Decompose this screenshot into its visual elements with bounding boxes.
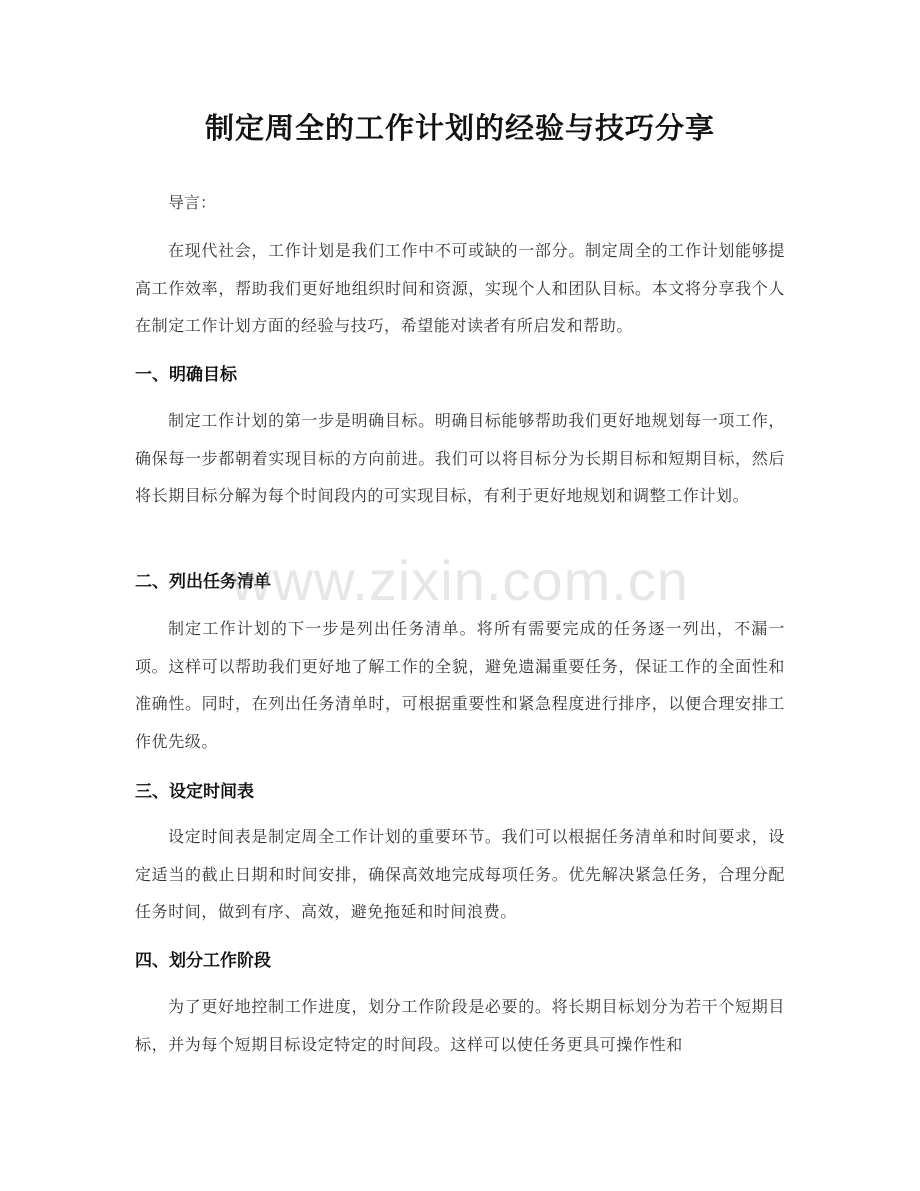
watermark: www.zixin.com.cn <box>231 549 689 612</box>
section-heading-phases: 四、划分工作阶段 <box>135 951 271 971</box>
intro-label: 导言： <box>168 193 217 212</box>
section-heading-schedule: 三、设定时间表 <box>135 782 254 802</box>
section-paragraph-phases: 为了更好地控制工作进度，划分工作阶段是必要的。将长期目标划分为若干个短期目标，并为每个短期目标设定特定的时间段。这样可以使任务更具可操作性和 <box>135 997 785 1054</box>
section-heading-task-list: 二、列出任务清单 <box>135 572 271 592</box>
section-paragraph-goals: 制定工作计划的第一步是明确目标。明确目标能够帮助我们更好地规划每一项工作，确保每一步都朝着实现目标的方向前进。我们可以将目标分为长期目标和短期目标，然后将长期目标分解为每个时间段内的可实现目标，有利于更好地规划和调整工作计划。 <box>135 411 785 505</box>
section-paragraph-schedule: 设定时间表是制定周全工作计划的重要环节。我们可以根据任务清单和时间要求，设定适当的截止日期和时间安排，确保高效地完成每项任务。优先解决紧急任务，合理分配任务时间，做到有序、高效，避免拖延和时间浪费。 <box>135 827 785 921</box>
intro-paragraph: 在现代社会，工作计划是我们工作中不可或缺的一部分。制定周全的工作计划能够提高工作效率，帮助我们更好地组织时间和资源，实现个人和团队目标。本文将分享我个人在制定工作计划方面的经验与技巧，希望能对读者有所启发和帮助。 <box>135 241 785 335</box>
document-title: 制定周全的工作计划的经验与技巧分享 <box>204 111 715 145</box>
section-paragraph-task-list: 制定工作计划的下一步是列出任务清单。将所有需要完成的任务逐一列出，不漏一项。这样可以帮助我们更好地了解工作的全貌，避免遗漏重要任务，保证工作的全面性和准确性。同时，在列出任务清单时，可根据重要性和紧急程度进行排序，以便合理安排工作优先级。 <box>135 619 785 751</box>
section-heading-goals: 一、明确目标 <box>135 365 237 385</box>
